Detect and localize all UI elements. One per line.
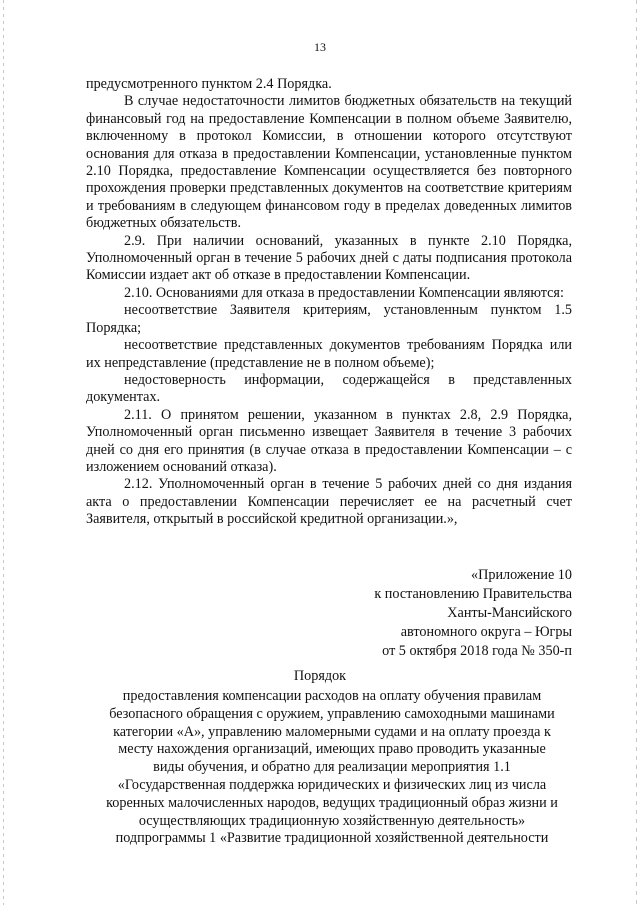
subtitle-line: категории «А», управлению маломерными судами и на оплату проезда к — [113, 723, 551, 740]
subtitle-line: виды обучения, и обратно для реализации мероприятия 1.1 — [153, 759, 511, 776]
paragraph: 2.9. При наличии оснований, указанных в пункте 2.10 Порядка, Уполномоченный орган в течение 5 рабочих дней с даты подписания протокола Комиссии издает акт об отказе в предоставлении Компенсации. — [86, 232, 572, 284]
appendix-line: от 5 октября 2018 года № 350-п — [382, 643, 572, 659]
subtitle-line: «Государственная поддержка юридических и физических лиц из числа — [117, 776, 547, 793]
appendix-line: автономного округа – Югры — [400, 624, 572, 640]
appendix-line: к постановлению Правительства — [374, 586, 572, 602]
scan-edge-right — [636, 0, 637, 905]
subtitle-line: коренных малочисленных народов, ведущих традиционный образ жизни и — [106, 794, 558, 811]
subtitle-line: подпрограммы 1 «Развитие традиционной хозяйственной деятельности — [115, 830, 549, 847]
paragraph: предусмотренного пунктом 2.4 Порядка. — [86, 76, 332, 92]
paragraph: 2.12. Уполномоченный орган в течение 5 рабочих дней со дня издания акта о предоставлении Компенсации перечисляет ее на расчетный счет Заявителя, открытый в российской кредитной организации.», — [86, 476, 572, 528]
appendix-line: Ханты-Мансийского — [447, 605, 572, 621]
subtitle-line: предоставления компенсации расходов на оплату обучения правилам — [122, 688, 542, 704]
paragraph: 2.10. Основаниями для отказа в предоставлении Компенсации являются: — [124, 284, 564, 301]
paragraph: В случае недостаточности лимитов бюджетных обязательств на текущий финансовый год на предоставление Компенсации в полном объеме Заявителю, включенному в протокол Комиссии, в отношении которого отсутствуют основания для отказа в предоставлении Компенсации, установленные пунктом 2.10 Порядка, предоставление Компенсации осуществляется без повторного прохождения проверки представленных документов на соответствие критериям и требованиям в следующем финансовом году в пределах доведенных лимитов бюджетных обязательств. — [86, 93, 572, 232]
paragraph: 2.11. О принятом решении, указанном в пунктах 2.8, 2.9 Порядка, Уполномоченный орган письменно извещает Заявителя в течение 3 рабочих дней со дня его принятия (в случае отказа в предоставлении Компенсации – с изложением оснований отказа). — [86, 406, 572, 475]
subtitle-line: месту нахождения организаций, имеющих право проводить указанные — [118, 741, 546, 758]
paragraph: несоответствие представленных документов требованиям Порядка или их непредставление (представление не в полном объеме); — [86, 337, 572, 371]
paragraph: недостоверность информации, содержащейся в представленных документах. — [86, 371, 572, 406]
body-text — [86, 76, 572, 529]
subtitle-line: осуществляющих традиционную хозяйственную деятельность» — [138, 812, 526, 829]
order-subtitle — [92, 688, 572, 848]
appendix-line: «Приложение 10 — [471, 567, 572, 583]
paragraph: несоответствие Заявителя критериям, установленным пунктом 1.5 Порядка; — [86, 302, 572, 336]
order-title: Порядок — [293, 668, 347, 684]
appendix-header — [374, 566, 572, 661]
subtitle-line: безопасного обращения с оружием, управлению самоходными машинами — [109, 705, 555, 722]
scan-edge-left — [3, 0, 4, 905]
page-number: 13 — [314, 40, 326, 54]
